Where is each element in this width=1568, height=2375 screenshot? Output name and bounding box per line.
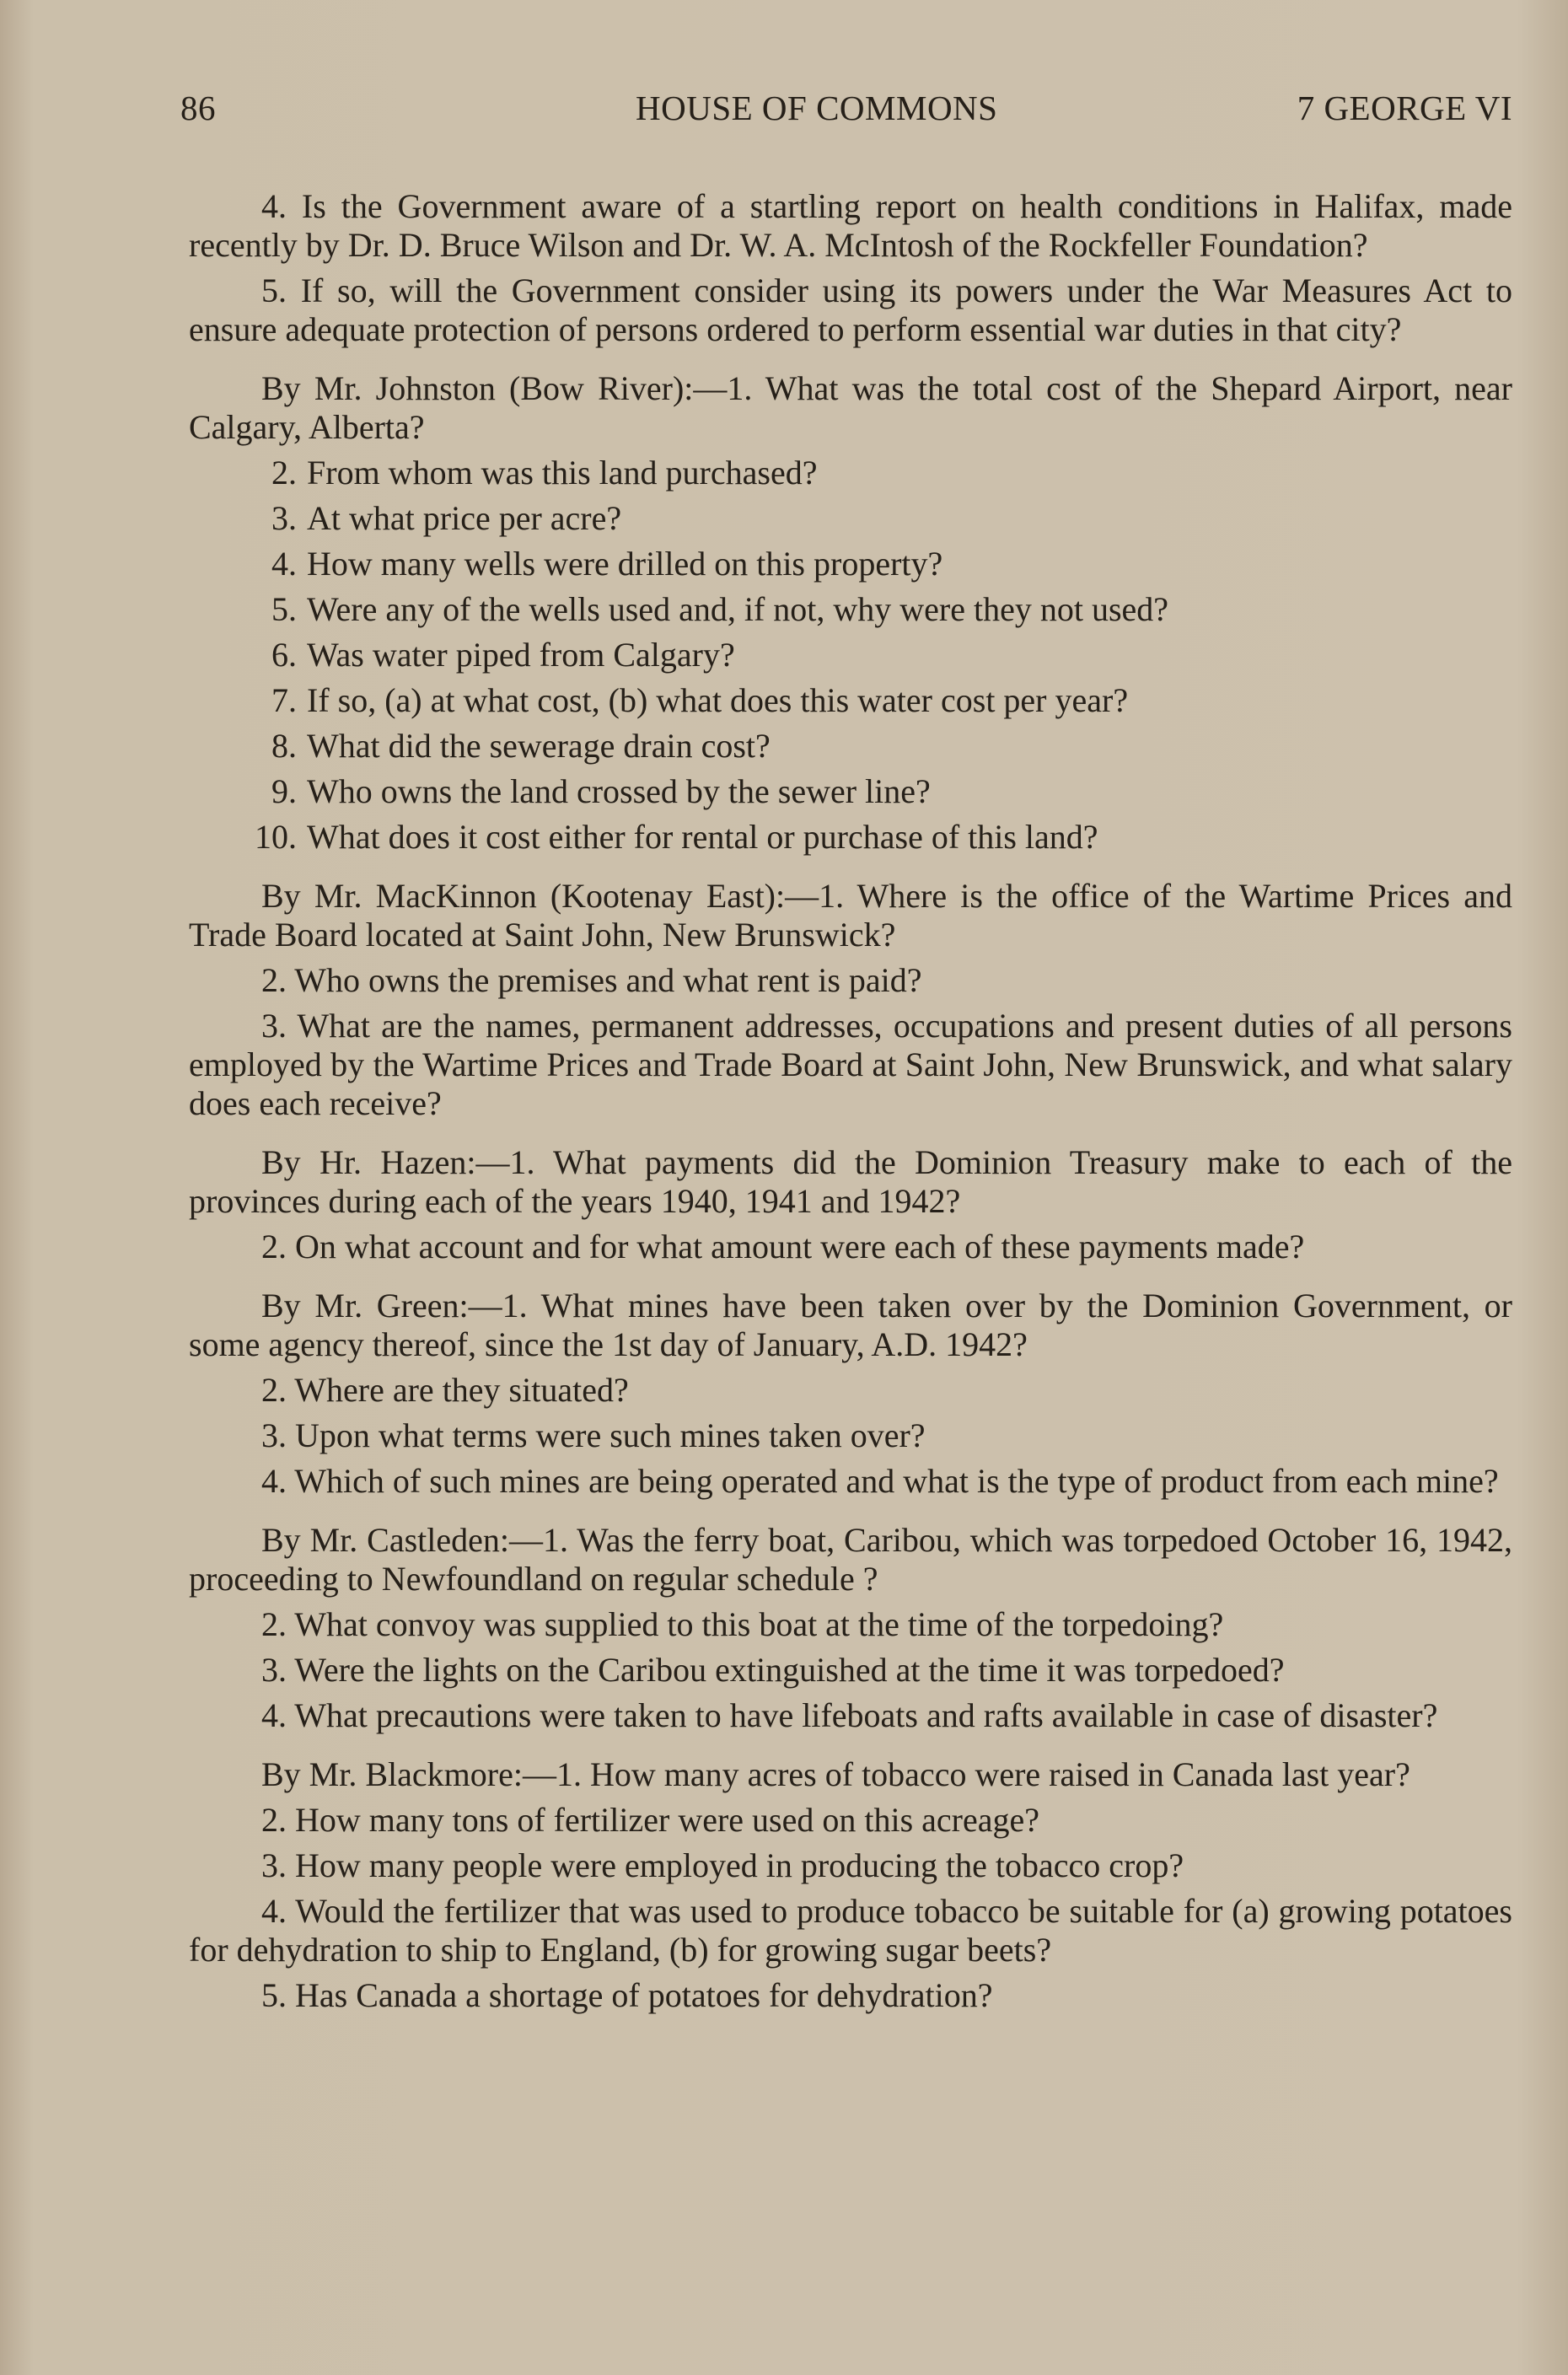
question-number: 8. [271, 727, 297, 765]
question-text: 2. How many tons of fertilizer were used on this acreage? [261, 1801, 1039, 1839]
question-paragraph [189, 772, 1512, 811]
question-number: 6. [271, 636, 297, 674]
question-text: If so, (a) at what cost, (b) what does this water cost per year? [307, 681, 1129, 719]
question-paragraph [189, 1143, 1512, 1221]
question-paragraph [189, 1462, 1512, 1501]
question-paragraph [189, 187, 1512, 265]
question-number: 5. [271, 590, 297, 628]
question-paragraph [189, 1696, 1512, 1735]
question-paragraph [189, 1228, 1512, 1266]
question-paragraph [189, 369, 1512, 447]
question-text: By Mr. Blackmore:—1. How many acres of tobacco were raised in Canada last year? [261, 1755, 1410, 1793]
question-paragraph [189, 1007, 1512, 1123]
question-paragraph [189, 636, 1512, 674]
question-paragraph [189, 961, 1512, 1000]
question-paragraph [189, 454, 1512, 492]
question-text: What does it cost either for rental or purchase of this land? [307, 818, 1098, 856]
question-text: 4. Which of such mines are being operated and what is the type of product from each mine? [261, 1462, 1499, 1500]
question-number: 2. [271, 454, 297, 492]
question-paragraph [189, 1892, 1512, 1969]
question-text: 4. What precautions were taken to have lifeboats and rafts available in case of disaster? [261, 1696, 1438, 1734]
question-paragraph [189, 545, 1512, 583]
question-text: Who owns the land crossed by the sewer line? [307, 772, 931, 810]
question-number: 10. [255, 818, 297, 856]
header-regnal-year: 7 GEORGE VI [1297, 89, 1512, 127]
header-title: HOUSE OF COMMONS [636, 89, 998, 127]
question-text: 2. On what account and for what amount were each of these payments made? [261, 1228, 1305, 1265]
question-paragraph [189, 727, 1512, 766]
question-text: 2. Where are they situated? [261, 1371, 629, 1409]
question-text: 3. Were the lights on the Caribou extinguished at the time it was torpedoed? [261, 1651, 1285, 1689]
question-paragraph [189, 1801, 1512, 1840]
question-paragraph [189, 1651, 1512, 1690]
question-text: 3. How many people were employed in producing the tobacco crop? [261, 1846, 1184, 1884]
question-list [189, 187, 1512, 2022]
question-paragraph [189, 1287, 1512, 1364]
question-text: 4. Is the Government aware of a startling report on health conditions in Halifax, made recently by Dr. D. Bruce Wilson and Dr. W. A. McIntosh of the Rockfeller Foundation? [189, 187, 1512, 264]
question-paragraph [189, 1976, 1512, 2015]
question-text: 3. Upon what terms were such mines taken over? [261, 1416, 926, 1454]
question-paragraph [189, 1371, 1512, 1410]
question-paragraph [189, 818, 1512, 857]
question-text: 3. What are the names, permanent addresses, occupations and present duties of all persons employed by the Wartime Prices and Trade Board at Saint John, New Brunswick, and what salary does each receive? [189, 1007, 1512, 1122]
question-text: 5. Has Canada a shortage of potatoes for dehydration? [261, 1976, 993, 2014]
question-paragraph [189, 1755, 1512, 1794]
question-number: 7. [271, 681, 297, 719]
question-paragraph [189, 499, 1512, 538]
question-text: Were any of the wells used and, if not, why were they not used? [307, 590, 1169, 628]
question-text: What did the sewerage drain cost? [307, 727, 771, 765]
question-paragraph [189, 590, 1512, 629]
question-text: How many wells were drilled on this property? [307, 545, 943, 583]
question-paragraph [189, 1846, 1512, 1885]
question-text: 5. If so, will the Government consider using its powers under the War Measures Act to ensure adequate protection of persons ordered to perform essential war duties in that city? [189, 271, 1512, 348]
question-paragraph [189, 1521, 1512, 1599]
page-number: 86 [180, 89, 216, 127]
question-number: 4. [271, 545, 297, 583]
question-text: By Mr. Johnston (Bow River):—1. What was the total cost of the Shepard Airport, near Calgary, Alberta? [189, 369, 1512, 446]
question-paragraph [189, 877, 1512, 954]
question-paragraph [189, 681, 1512, 720]
question-number: 3. [271, 499, 297, 537]
question-text: 2. Who owns the premises and what rent is paid? [261, 961, 922, 999]
question-paragraph [189, 1416, 1512, 1455]
question-paragraph [189, 271, 1512, 349]
question-text: Was water piped from Calgary? [307, 636, 735, 674]
running-header [180, 88, 1512, 138]
question-text: By Mr. Castleden:—1. Was the ferry boat, Caribou, which was torpedoed October 16, 1942, proceeding to Newfoundland on regular schedule ? [189, 1521, 1512, 1598]
question-text: From whom was this land purchased? [307, 454, 818, 492]
question-text: 4. Would the fertilizer that was used to produce tobacco be suitable for (a) growing potatoes for dehydration to ship to England, (b) for growing sugar beets? [189, 1892, 1512, 1969]
question-number: 9. [271, 772, 297, 810]
question-text: 2. What convoy was supplied to this boat at the time of the torpedoing? [261, 1605, 1224, 1643]
question-text: At what price per acre? [307, 499, 622, 537]
question-paragraph [189, 1605, 1512, 1644]
question-text: By Mr. MacKinnon (Kootenay East):—1. Where is the office of the Wartime Prices and Trade Board located at Saint John, New Brunswick? [189, 877, 1512, 954]
question-text: By Hr. Hazen:—1. What payments did the Dominion Treasury make to each of the provinces during each of the years 1940, 1941 and 1942? [189, 1143, 1512, 1220]
question-text: By Mr. Green:—1. What mines have been taken over by the Dominion Government, or some agency thereof, since the 1st day of January, A.D. 1942? [189, 1287, 1512, 1363]
